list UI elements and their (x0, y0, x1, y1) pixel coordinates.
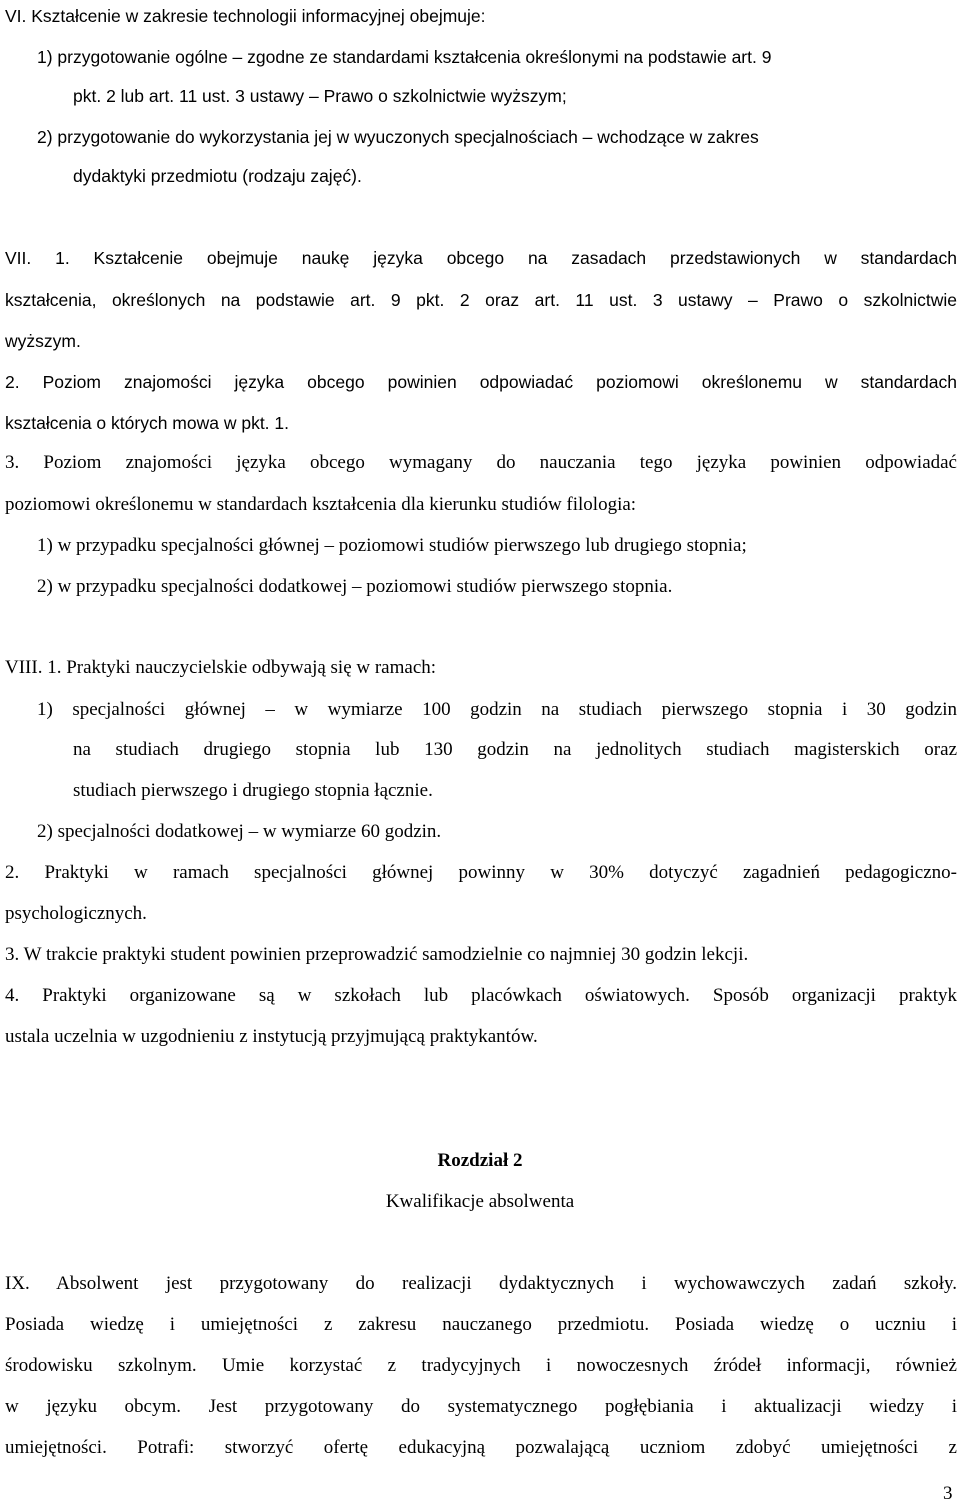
section-viii-item-2: 2) specjalności dodatkowej – w wymiarze 60 godzin. (37, 821, 442, 842)
section-vii-p3-line2: poziomowi określonemu w standardach kształcenia dla kierunku studiów filologia: (5, 494, 637, 515)
section-vii-p1-line3: wyższym. (5, 331, 81, 351)
section-vii-p3-line1: 3. Poziom znajomości języka obcego wymagany do nauczania tego języka powinien odpowiadać (5, 452, 957, 473)
section-viii-p2-line1: 2. Praktyki w ramach specjalności głównej powinny w 30% dotyczyć zagadnień pedagogiczno- (5, 862, 957, 883)
section-vi-heading: VI. Kształcenie w zakresie technologii informacyjnej obejmuje: (5, 6, 486, 26)
chapter-subtitle: Kwalifikacje absolwenta (385, 1191, 575, 1212)
section-viii-item-1-cont2: studiach pierwszego i drugiego stopnia łącznie. (73, 780, 433, 801)
chapter-title: Rozdział 2 (437, 1150, 523, 1171)
section-vii-p3-item-2: 2) w przypadku specjalności dodatkowej – poziomowi studiów pierwszego stopnia. (37, 576, 673, 597)
section-ix-line2: Posiada wiedzę i umiejętności z zakresu nauczanego przedmiotu. Posiada wiedzę o uczniu i (5, 1314, 957, 1335)
section-ix-line3: środowisku szkolnym. Umie korzystać z tradycyjnych i nowoczesnych źródeł informacji, również (5, 1355, 957, 1376)
section-ix-line5: umiejętności. Potrafi: stworzyć ofertę edukacyjną pozwalającą uczniom zdobyć umiejętności z (5, 1437, 957, 1458)
section-vii-p2-line2: kształcenia o których mowa w pkt. 1. (5, 413, 289, 433)
section-vi-item-1: 1) przygotowanie ogólne – zgodne ze standardami kształcenia określonymi na podstawie art. 9 (37, 47, 772, 67)
section-viii-p4-line1: 4. Praktyki organizowane są w szkołach lub placówkach oświatowych. Sposób organizacji praktyk (5, 985, 957, 1006)
section-viii-item-1: 1) specjalności głównej – w wymiarze 100 godzin na studiach pierwszego stopnia i 30 godzin (37, 699, 957, 720)
section-ix-line4: w języku obcym. Jest przygotowany do systematycznego pogłębiania i aktualizacji wiedzy i (5, 1396, 957, 1417)
section-viii-p4-line2: ustala uczelnia w uzgodnieniu z instytucją przyjmującą praktykantów. (5, 1026, 538, 1047)
section-viii-p2-line2: psychologicznych. (5, 903, 147, 924)
section-viii-p3: 3. W trakcie praktyki student powinien przeprowadzić samodzielnie co najmniej 30 godzin lekcji. (5, 944, 749, 965)
section-vii-p3-item-1: 1) w przypadku specjalności głównej – poziomowi studiów pierwszego lub drugiego stopnia; (37, 535, 747, 556)
page-number: 3 (943, 1483, 953, 1504)
section-vii-p1-line2: kształcenia, określonych na podstawie art. 9 pkt. 2 oraz art. 11 ust. 3 ustawy – Prawo o szkolnictwie (5, 290, 957, 310)
section-vii-p1-line1: VII. 1. Kształcenie obejmuje naukę języka obcego na zasadach przedstawionych w standardach (5, 248, 957, 268)
section-viii-heading: VIII. 1. Praktyki nauczycielskie odbywają się w ramach: (5, 657, 437, 678)
section-viii-item-1-cont1: na studiach drugiego stopnia lub 130 godzin na jednolitych studiach magisterskich oraz (73, 739, 957, 760)
section-vi-item-1-cont: pkt. 2 lub art. 11 ust. 3 ustawy – Prawo o szkolnictwie wyższym; (73, 86, 567, 106)
section-vii-p2-line1: 2. Poziom znajomości języka obcego powinien odpowiadać poziomowi określonemu w standardach (5, 372, 957, 392)
section-ix-line1: IX. Absolwent jest przygotowany do realizacji dydaktycznych i wychowawczych zadań szkoły. (5, 1273, 957, 1294)
section-vi-item-2: 2) przygotowanie do wykorzystania jej w wyuczonych specjalnościach – wchodzące w zakres (37, 127, 759, 147)
section-vi-item-2-cont: dydaktyki przedmiotu (rodzaju zajęć). (73, 166, 362, 186)
